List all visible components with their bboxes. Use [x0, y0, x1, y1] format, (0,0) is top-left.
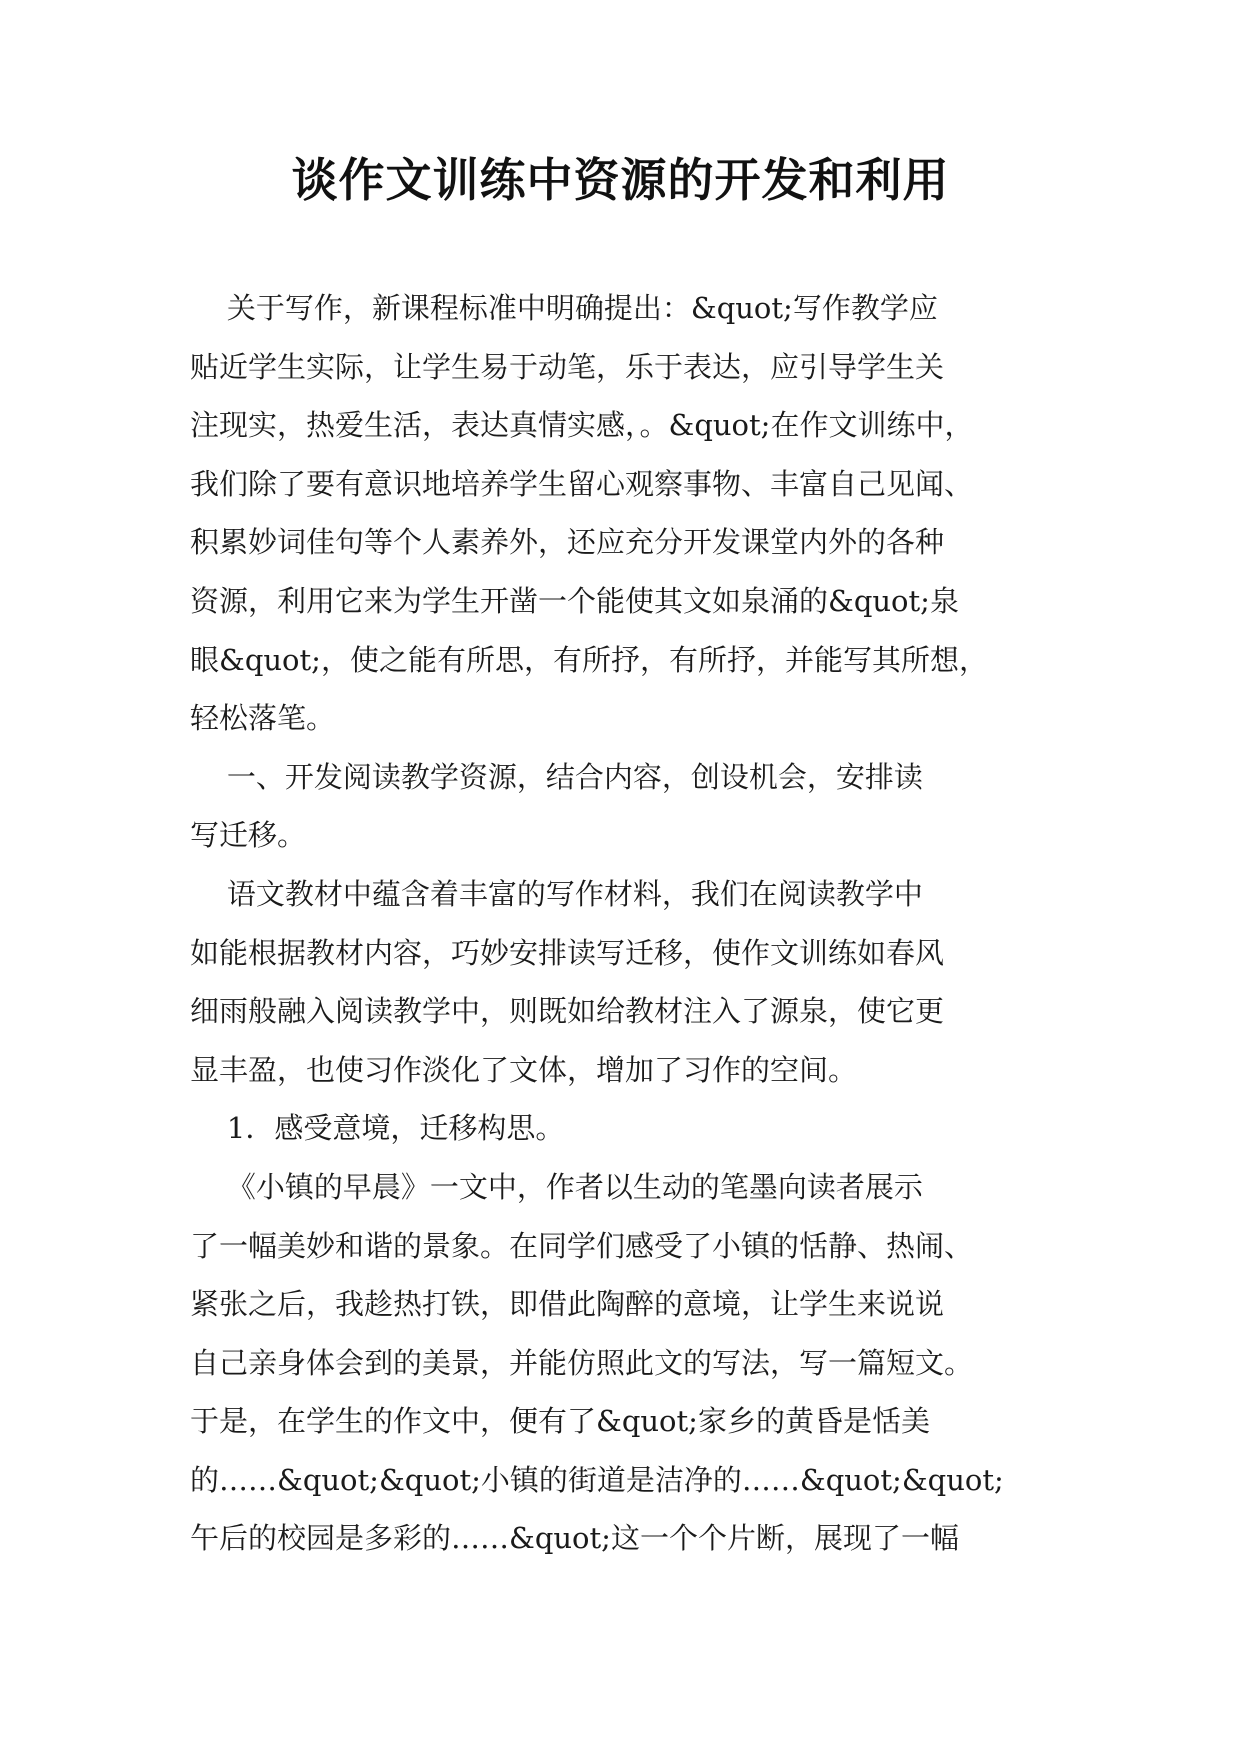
body-line: 贴近学生实际，让学生易于动笔，乐于表达，应引导学生关 [190, 349, 945, 384]
body-line: 于是，在学生的作文中，便有了&quot;家乡的黄昏是恬美 [190, 1404, 930, 1439]
document-body [190, 288, 1060, 1577]
body-line: 午后的校园是多彩的……&quot;这一个个片断，展现了一幅 [190, 1521, 959, 1556]
document-title: 谈作文训练中资源的开发和利用 [291, 153, 950, 207]
body-line: 眼&quot;，使之能有所思，有所抒，有所抒，并能写其所想， [190, 642, 988, 677]
body-line: 紧张之后，我趁热打铁，即借此陶醉的意境，让学生来说说 [190, 1287, 945, 1322]
body-line: 如能根据教材内容，巧妙安排读写迁移，使作文训练如春风 [190, 935, 945, 970]
body-line: 注现实，热爱生活，表达真情实感，。&quot;在作文训练中， [190, 408, 974, 443]
body-line: 自己亲身体会到的美景，并能仿照此文的写法，写一篇短文。 [190, 1345, 974, 1380]
body-line: 显丰盈，也使习作淡化了文体，增加了习作的空间。 [190, 1052, 858, 1087]
body-line: 细雨般融入阅读教学中，则既如给教材注入了源泉，使它更 [190, 994, 945, 1029]
body-line: 《小镇的早晨》一文中，作者以生动的笔墨向读者展示 [190, 1169, 923, 1204]
body-line: 的……&quot;&quot;小镇的街道是洁净的……&quot;&quot; [190, 1462, 1004, 1497]
body-line: 资源，利用它来为学生开凿一个能使其文如泉涌的&quot;泉 [190, 583, 959, 618]
body-line: 我们除了要有意识地培养学生留心观察事物、丰富自己见闻、 [190, 466, 974, 501]
body-line: 写迁移。 [190, 818, 307, 853]
body-line: 语文教材中蕴含着丰富的写作材料，我们在阅读教学中 [190, 876, 923, 911]
body-line: 关于写作，新课程标准中明确提出：&quot;写作教学应 [190, 291, 938, 325]
body-line: 了一幅美妙和谐的景象。在同学们感受了小镇的恬静、热闹、 [190, 1228, 974, 1263]
body-line: 积累妙词佳句等个人素养外，还应充分开发课堂内外的各种 [190, 525, 945, 560]
body-line: 轻松落笔。 [190, 701, 336, 736]
body-line: 一、开发阅读教学资源，结合内容，创设机会，安排读 [190, 759, 923, 794]
body-line: 1．感受意境，迁移构思。 [190, 1111, 565, 1146]
